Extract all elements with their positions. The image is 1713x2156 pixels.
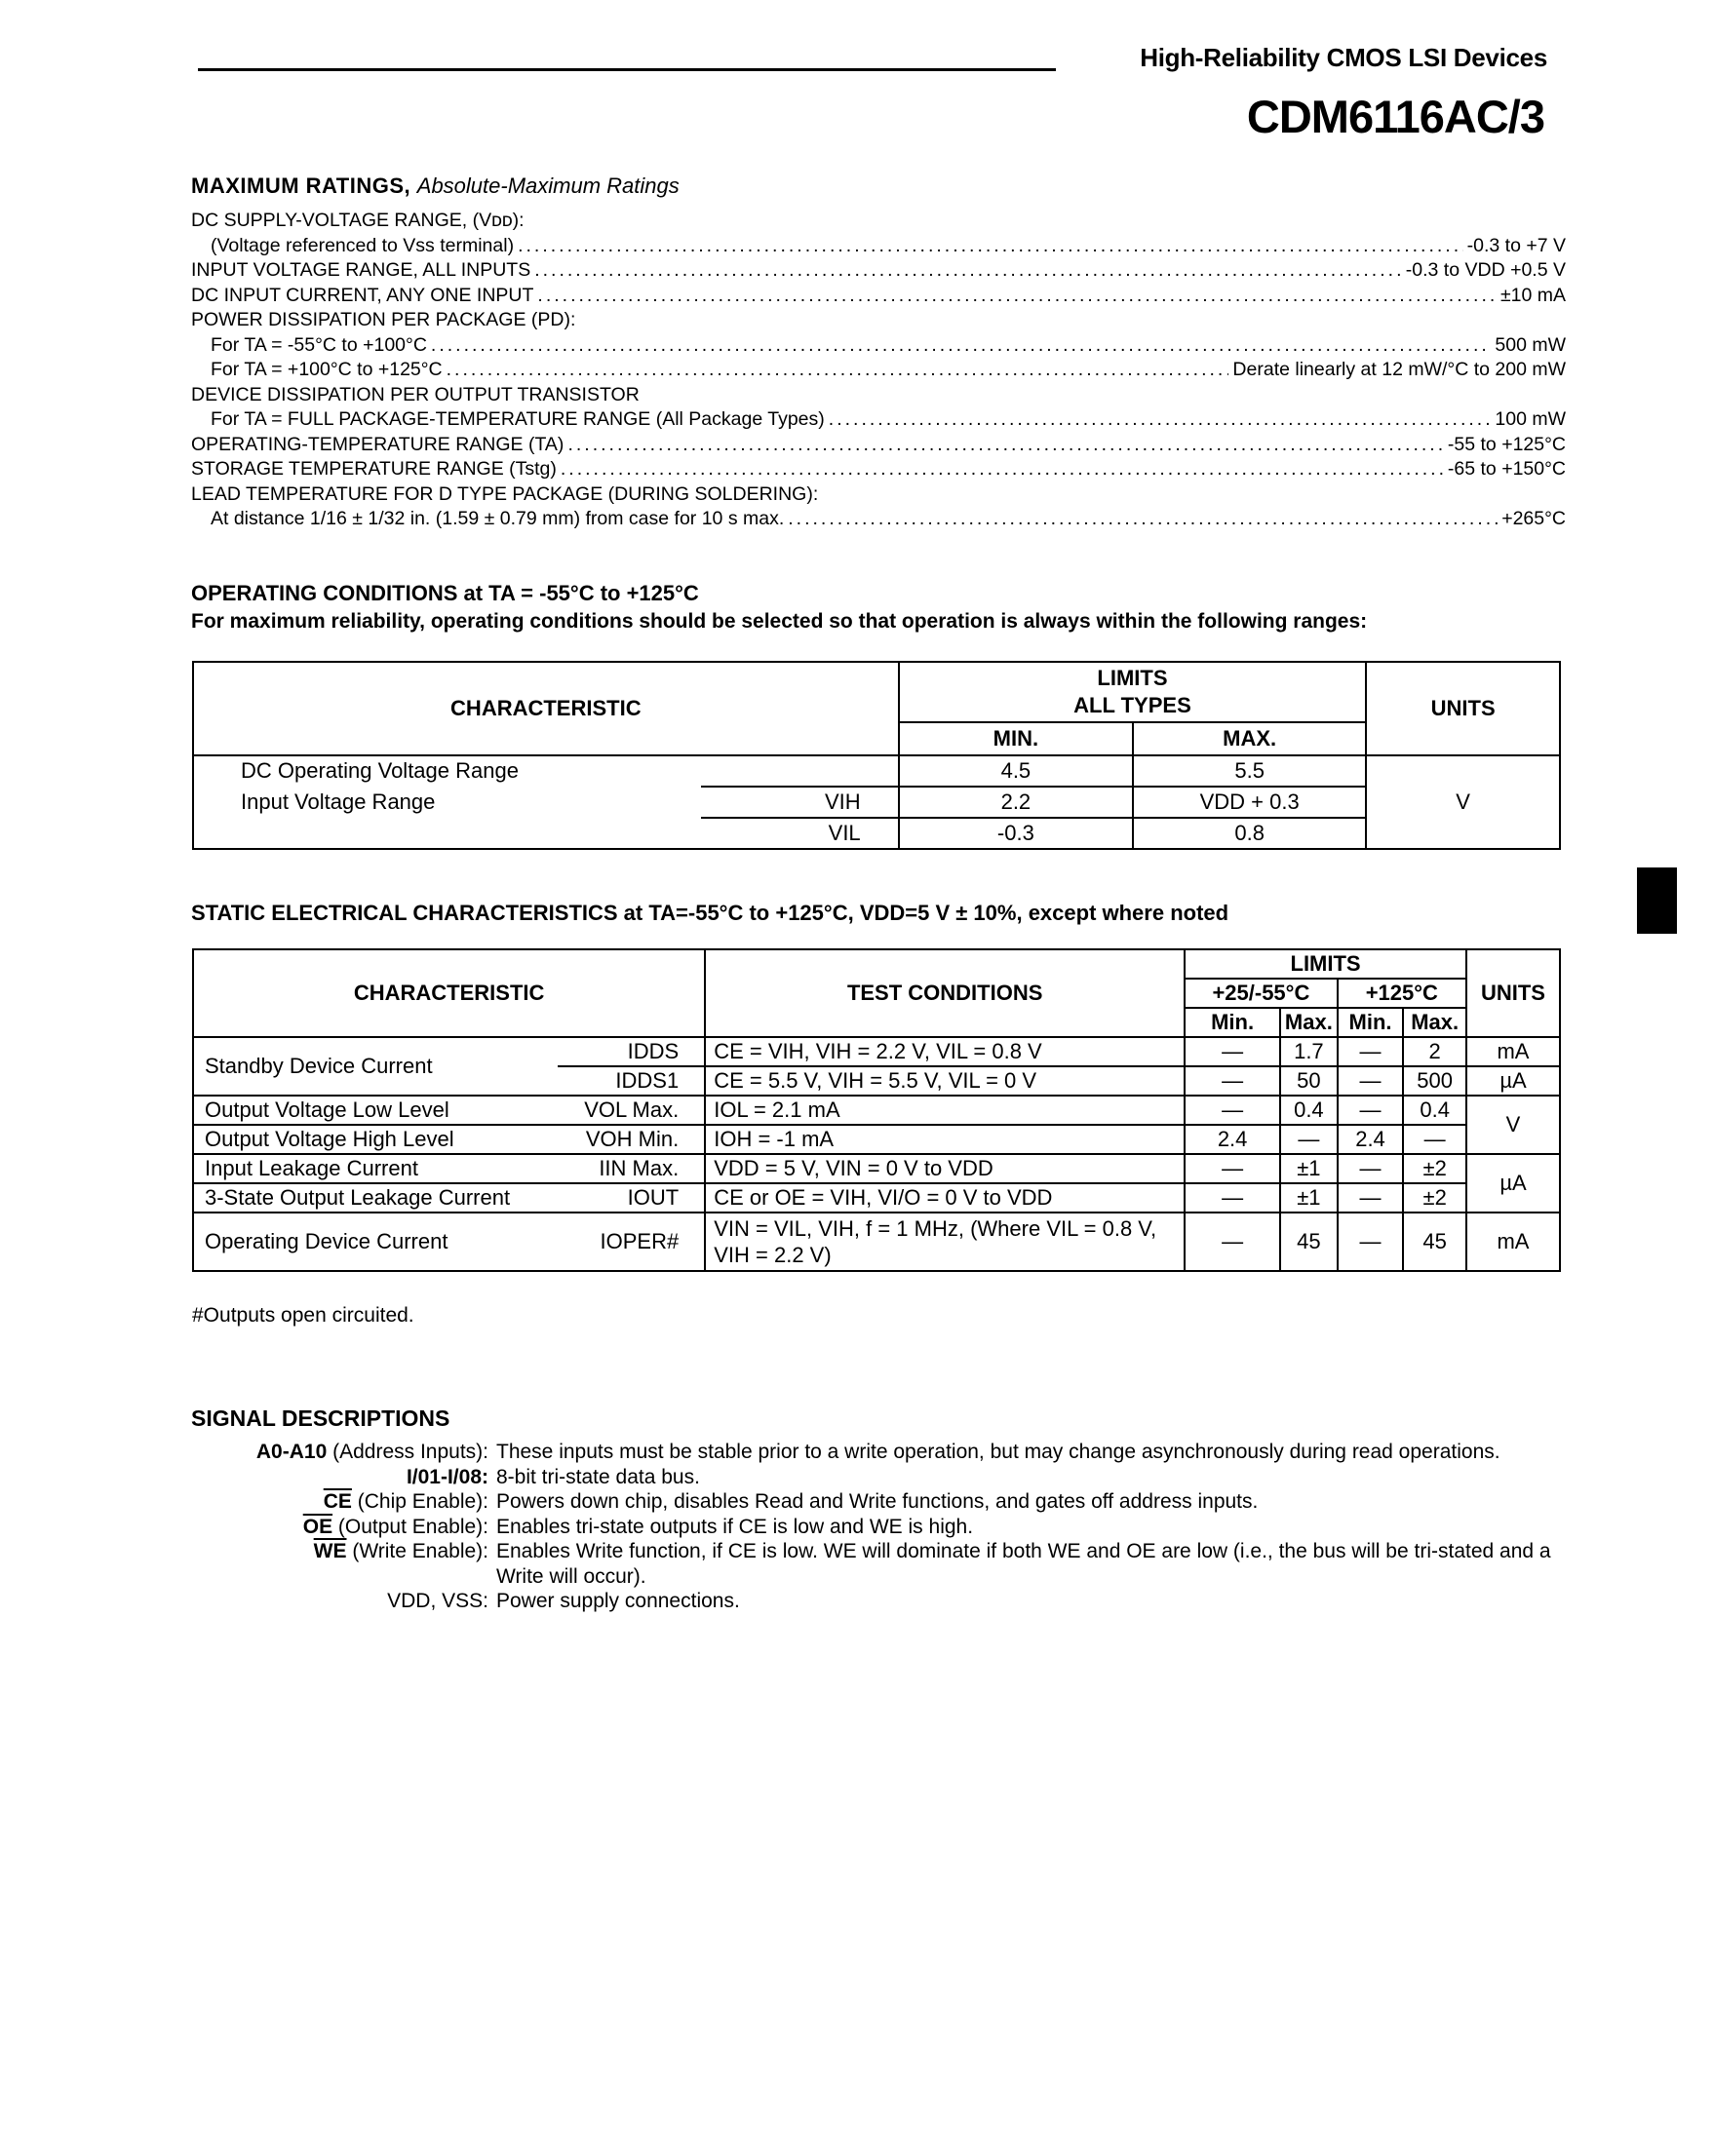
max-ratings-list	[191, 209, 1566, 532]
rating-row: For TA = FULL PACKAGE-TEMPERATURE RANGE (All Package Types) ..... 100 mW	[191, 407, 1566, 433]
list-item: $\overline{WE}$ (Write Enable): Enables Write function, if CE is low. WE will dominate if both WE and OE are low (i.e., the bus will be tri-stated and a Write will occur).	[313, 1540, 1551, 1588]
col-header-range-low: +25/-55°C	[1185, 979, 1338, 1008]
col-header-test-conditions: TEST CONDITIONS	[705, 949, 1185, 1037]
col-header-max: Max.	[1403, 1008, 1466, 1037]
rating-row: INPUT VOLTAGE RANGE, ALL INPUTS ..... -0.3 to VDD +0.5 V	[191, 258, 1566, 284]
section-tab-marker	[1637, 867, 1677, 934]
header-rule	[198, 68, 1056, 71]
units-cell: V	[1366, 755, 1560, 849]
rating-row: For TA = +100°C to +125°C ..... Derate linearly at 12 mW/°C to 200 mW	[191, 358, 1566, 383]
table-footnote: #Outputs open circuited.	[192, 1304, 414, 1327]
list-item: VDD, VSS: Power supply connections.	[387, 1590, 740, 1612]
rating-row: (Voltage referenced to Vss terminal) ..... -0.3 to +7 V	[191, 234, 1566, 259]
static-characteristics-table	[192, 948, 1561, 1272]
signal-descriptions-title: SIGNAL DESCRIPTIONS	[191, 1405, 450, 1431]
rating-row: LEAD TEMPERATURE FOR D TYPE PACKAGE (DURING SOLDERING):	[191, 482, 819, 505]
table-row: 3-State Output Leakage Current IOUT CE or OE = VIH, VI/O = 0 V to VDD — ±1 — ±2	[193, 1183, 1560, 1213]
col-header-limits: LIMITS ALL TYPES	[899, 662, 1367, 722]
rating-row: DEVICE DISSIPATION PER OUTPUT TRANSISTOR	[191, 383, 640, 405]
col-header-min: MIN.	[899, 722, 1133, 755]
col-header-units: UNITS	[1366, 662, 1560, 755]
static-characteristics-title: STATIC ELECTRICAL CHARACTERISTICS at TA=-55°C to +125°C, VDD=5 V ± 10%, except where noted	[191, 901, 1229, 925]
signal-descriptions-list	[191, 1440, 1566, 1614]
operating-conditions-title: OPERATING CONDITIONS at TA = -55°C to +125°C	[191, 581, 699, 605]
list-item: $\overline{CE}$ (Chip Enable): Powers down chip, disables Read and Write functions, and gates off address inputs.	[323, 1490, 1259, 1513]
list-item: A0-A10 (Address Inputs): These inputs must be stable prior to a write operation, but may change asynchronously during read operations.	[255, 1441, 1500, 1463]
rating-row: STORAGE TEMPERATURE RANGE (Tstg) ..... -65 to +150°C	[191, 457, 1566, 482]
rating-row: DC SUPPLY-VOLTAGE RANGE, (Vᴅᴅ):	[191, 210, 525, 231]
col-header-range-high: +125°C	[1338, 979, 1466, 1008]
rating-row: For TA = -55°C to +100°C ..... 500 mW	[191, 333, 1566, 359]
table-row: Input Leakage Current IIN Max. VDD = 5 V, VIN = 0 V to VDD — ±1 — ±2 µA	[193, 1154, 1560, 1183]
table-row: IDDS1 CE = 5.5 V, VIH = 5.5 V, VIL = 0 V — 50 — 500 µA	[193, 1066, 1560, 1096]
col-header-limits: LIMITS	[1185, 949, 1466, 979]
col-header-units: UNITS	[1466, 949, 1560, 1037]
part-number: CDM6116AC/3	[1246, 91, 1544, 142]
list-item: $\overline{OE}$ (Output Enable): Enables tri-state outputs if CE is low and WE is high.	[302, 1515, 974, 1538]
table-row: DC Operating Voltage Range 4.5 5.5 V	[193, 755, 1560, 787]
rating-row: POWER DISSIPATION PER PACKAGE (PD):	[191, 309, 576, 330]
col-header-max: MAX.	[1133, 722, 1366, 755]
table-row: Output Voltage High Level VOH Min. IOH = -1 mA 2.4 — 2.4 —	[193, 1125, 1560, 1154]
col-header-characteristic: CHARACTERISTIC	[193, 949, 705, 1037]
table-row: Output Voltage Low Level VOL Max. IOL = 2.1 mA — 0.4 — 0.4 V	[193, 1096, 1560, 1125]
col-header-max: Max.	[1280, 1008, 1338, 1037]
operating-conditions-table	[192, 661, 1561, 850]
list-item: I/01-I/08: 8-bit tri-state data bus.	[406, 1465, 700, 1488]
rating-row: OPERATING-TEMPERATURE RANGE (TA) ..... -55 to +125°C	[191, 433, 1566, 458]
max-ratings-title: MAXIMUM RATINGS, Absolute-Maximum Ratings	[191, 173, 680, 198]
table-row: Input Voltage Range VIH 2.2 VDD + 0.3	[193, 787, 1560, 818]
rating-row: At distance 1/16 ± 1/32 in. (1.59 ± 0.79 mm) from case for 10 s max. ..... +265°C	[191, 507, 1566, 532]
col-header-min: Min.	[1185, 1008, 1280, 1037]
table-row: Operating Device Current IOPER# VIN = VIL, VIH, f = 1 MHz, (Where VIL = 0.8 V, VIH = 2.2 V) — 45 — 45 mA	[193, 1213, 1560, 1271]
col-header-characteristic: CHARACTERISTIC	[193, 662, 899, 755]
series-title: High-Reliability CMOS LSI Devices	[1140, 43, 1547, 72]
table-row: Standby Device Current IDDS CE = VIH, VIH = 2.2 V, VIL = 0.8 V — 1.7 — 2 mA	[193, 1037, 1560, 1066]
table-row: VIL -0.3 0.8	[193, 818, 1560, 849]
operating-conditions-note: For maximum reliability, operating conditions should be selected so that operation is always within the following ranges:	[191, 610, 1368, 633]
col-header-min: Min.	[1338, 1008, 1404, 1037]
rating-row: DC INPUT CURRENT, ANY ONE INPUT ..... ±10 mA	[191, 284, 1566, 309]
